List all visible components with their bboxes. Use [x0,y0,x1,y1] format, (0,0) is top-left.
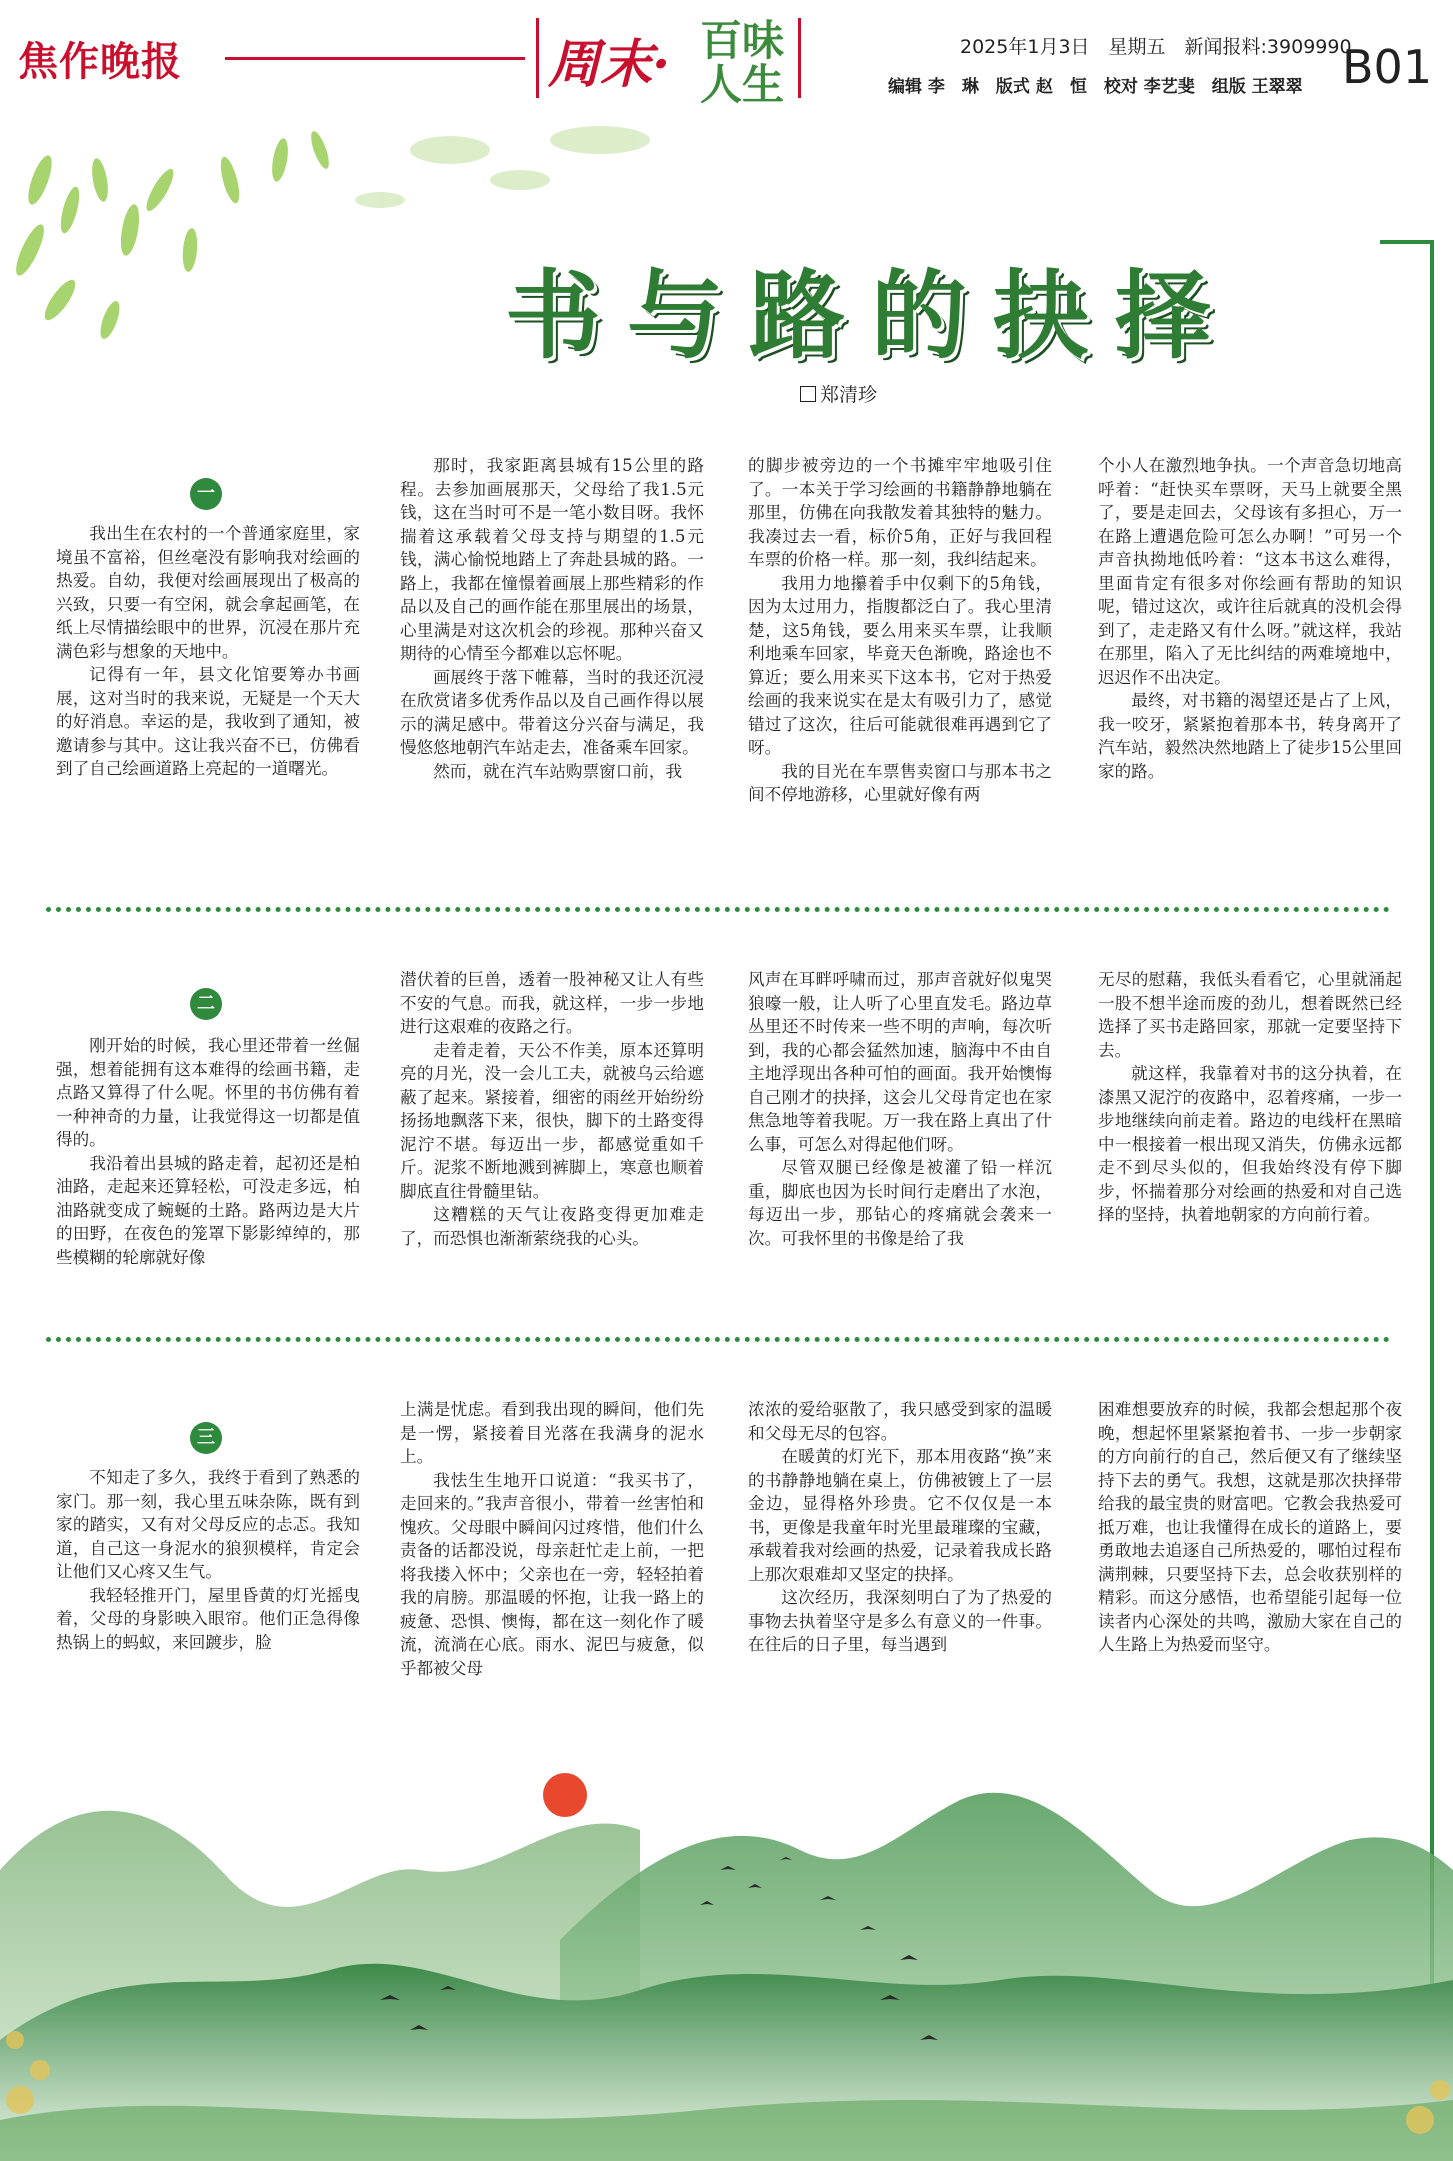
paragraph: 走着走着，天公不作美，原本还算明亮的月光，没一会儿工夫，就被乌云给遮蔽了起来。紧接着，细密的雨丝开始纷纷扬扬地飘落下来，很快，脚下的土路变得泥泞不堪。每迈出一步，都感觉重如千斤。泥浆不断地溅到裤脚上，寒意也顺着脚底直往骨髓里钻。 [400,1040,704,1201]
paragraph: 我的目光在车票售卖窗口与那本书之间不停地游移，心里就好像有两 [748,761,1052,804]
text-column [1098,968,1402,1227]
paragraph: 我怯生生地开口说道：“我买书了，走回来的。”我声音很小，带着一丝害怕和愧疚。父母眼中瞬间闪过疼惜，他们什么责备的话都没说，母亲赶忙走上前，一把将我搂入怀中；父亲也在一旁，轻轻拍着我的肩膀。那温暖的怀抱，让我一路上的疲惫、恐惧、懊悔，都在这一刻化作了暖流，流淌在心底。雨水、泥巴与疲惫，似乎都被父母 [400,1470,704,1678]
paragraph: 然而，就在汽车站购票窗口前，我 [433,761,683,781]
section-weekend-label: 周末· [548,34,671,95]
paragraph: 我出生在农村的一个普通家庭里，家境虽不富裕，但丝毫没有影响我对绘画的热爱。自幼，我便对绘画展现出了极高的兴致，只要一有空闲，就会拿起画笔，在纸上尽情描绘眼中的世界，沉浸在那片充满色彩与想象的天地中。 [56,524,360,661]
header-divider [798,18,801,98]
section-badge: 一 [190,478,222,510]
text-column [56,522,360,781]
paragraph: 我沿着出县城的路走着，起初还是柏油路，走起来还算轻松，可没走多远，柏油路就变成了蜿蜒的土路。路两边是大片的田野，在夜色的笼罩下影影绰绰的，那些模糊的轮廓就好像 [56,1153,360,1267]
text-column [400,454,704,783]
header-divider [536,18,539,98]
date-line: 2025年1月3日 星期五 新闻报料:3909990 [960,36,1352,58]
section-badge: 二 [190,988,222,1020]
paragraph: 困难想要放弃的时候，我都会想起那个夜晚，想起怀里紧紧抱着书、一步一步朝家的方向前行的自己，然后便又有了继续坚持下去的勇气。我想，这就是那次抉择带给我的最宝贵的财富吧。它教会我热爱可抵万难，也让我懂得在成长的道路上，要勇敢地去追逐自己所热爱的，哪怕过程布满荆棘，只要坚持下去，总会收获别样的精彩。而这分感悟，也希望能引起每一位读者内心深处的共鸣，激励大家在自己的人生路上为热爱而坚守。 [1098,1400,1402,1654]
text-column [748,1398,1052,1657]
text-column [56,1034,360,1269]
section-divider [46,1337,1390,1342]
paragraph: 的脚步被旁边的一个书摊牢牢地吸引住了。一本关于学习绘画的书籍静静地躺在那里，仿佛在向我散发着其独特的魅力。我凑过去一看，标价5角，正好与我回程车票的价格一样。那一刻，我纠结起来。 [748,456,1052,569]
paragraph: 那时，我家距离县城有15公里的路程。去参加画展那天，父母给了我1.5元钱，这在当时可不是一笔小数目呀。我怀揣着这承载着父母支持与期望的1.5元钱，满心愉悦地踏上了奔赴县城的路。一路上，我都在憧憬着画展上那些精彩的作品以及自己的画作能在那里展出的场景，心里满是对这次机会的珍视。那种兴奋又期待的心情至今都难以忘怀呢。 [400,456,704,663]
paragraph: 浓浓的爱给驱散了，我只感受到家的温暖和父母无尽的包容。 [748,1400,1052,1443]
paper-masthead: 焦作晚报 [18,39,182,85]
staff-line: 编辑 李 琳 版式 赵 恒 校对 李艺斐 组版 王翠翠 [888,77,1303,97]
masthead-rule [225,57,525,60]
paragraph: 这次经历，我深刻明白了为了热爱的事物去执着坚守是多么有意义的一件事。在往后的日子里，每当遇到 [748,1588,1052,1654]
paragraph: 无尽的慰藉，我低头看看它，心里就涌起一股不想半途而废的劲儿，想着既然已经选择了买书走路回家，那就一定要坚持下去。 [1098,970,1402,1060]
page-number: B01 [1342,40,1433,94]
article-title: 书与路的抉择 [505,259,1237,372]
paragraph: 刚开始的时候，我心里还带着一丝倔强，想着能拥有这本难得的绘画书籍，走点路又算得了什么呢。怀里的书仿佛有着一种神奇的力量，让我觉得这一切都是值得的。 [56,1036,360,1149]
paragraph: 记得有一年，县文化馆要筹办书画展，这对当时的我来说，无疑是一个天大的好消息。幸运的是，我收到了通知，被邀请参与其中。这让我兴奋不已，仿佛看到了自己绘画道路上亮起的一道曙光。 [56,665,360,778]
paragraph: 风声在耳畔呼啸而过，那声音就好似鬼哭狼嚎一般，让人听了心里直发毛。路边草丛里还不时传来一些不明的声响，每次听到，我的心都会猛然加速，脑海中不由自主地浮现出各种可怕的画面。我开始懊悔自己刚才的抉择，这会儿父母肯定也在家焦急地等着我呢。万一我在路上真出了什么事，可怎么对得起他们呀。 [748,970,1052,1154]
paragraph: 我轻轻推开门，屋里昏黄的灯光摇曳着，父母的身影映入眼帘。他们正急得像热锅上的蚂蚁，来回踱步，脸 [56,1585,360,1652]
paragraph: 上满是忧虑。看到我出现的瞬间，他们先是一愣，紧接着目光落在我满身的泥水上。 [400,1400,704,1466]
paragraph: 尽管双腿已经像是被灌了铅一样沉重，脚底也因为长时间行走磨出了水泡，每迈出一步，那钻心的疼痛就会袭来一次。可我怀里的书像是给了我 [748,1158,1052,1248]
paragraph: 就这样，我靠着对书的这分执着，在漆黑又泥泞的夜路中，忍着疼痛，一步一步地继续向前走着。路边的电线杆在黑暗中一根接着一根出现又消失，仿佛永远都走不到尽头似的，但我始终没有停下脚步，怀揣着那分对绘画的热爱和对自己选择的坚持，执着地朝家的方向前行着。 [1098,1064,1402,1224]
column-name-line2: 人生 [700,60,785,109]
text-column [748,968,1052,1250]
paragraph: 潜伏着的巨兽，透着一股神秘又让人有些不安的气息。而我，就这样，一步一步地进行这艰难的夜路之行。 [400,970,704,1036]
paragraph: 最终，对书籍的渴望还是占了上风，我一咬牙，紧紧抱着那本书，转身离开了汽车站，毅然决然地踏上了徒步15公里回家的路。 [1098,691,1402,781]
byline [800,380,877,407]
text-column [400,1398,704,1680]
paragraph: 在暖黄的灯光下，那本用夜路“换”来的书静静地躺在桌上，仿佛被镀上了一层金边，显得格外珍贵。它不仅仅是一本书，更像是我童年时光里最璀璨的宝藏，承载着我对绘画的热爱，记录着我成长路上那次艰难却又坚定的抉择。 [748,1447,1052,1584]
paragraph: 画展终于落下帷幕，当时的我还沉浸在欣赏诸多优秀作品以及自己画作得以展示的满足感中。带着这分兴奋与满足，我慢悠悠地朝汽车站走去，准备乘车回家。 [400,667,704,757]
section-divider [46,907,1390,912]
paragraph: 不知走了多久，我终于看到了熟悉的家门。那一刻，我心里五味杂陈，既有到家的踏实，又有对父母反应的忐忑。我知道，自己这一身泥水的狼狈模样，肯定会让他们又心疼又生气。 [56,1468,360,1581]
text-column [56,1466,360,1654]
paragraph: 这糟糕的天气让夜路变得更加难走了，而恐惧也渐渐萦绕我的心头。 [400,1205,704,1248]
paragraph: 个小人在激烈地争执。一个声音急切地高呼着：“赶快买车票呀，天马上就要全黑了，要是走回去，父母该有多担心，万一在路上遭遇危险可怎么办啊！”可另一个声音执拗地低吟着：“这本书这么难得，里面肯定有很多对你绘画有帮助的知识呢，错过这次，或许往后就真的没机会得到了，走走路又有什么呀。”就这样，我站在那里，陷入了无比纠结的两难境地中，迟迟作不出决定。 [1098,456,1402,687]
text-column [748,454,1052,807]
author-name: 郑清珍 [820,384,878,406]
column-name-line1: 百味 [700,16,785,65]
text-column [400,968,704,1250]
text-column [1098,1398,1402,1657]
section-badge: 三 [190,1422,222,1454]
landscape-mountains-illustration [0,1740,1453,2161]
text-column [1098,454,1402,783]
author-box-icon [800,386,816,402]
paragraph: 我用力地攥着手中仅剩下的5角钱，因为太过用力，指腹都泛白了。我心里清楚，这5角钱，要么用来买车票，让我顺利地乘车回家，毕竟天色渐晚，路途也不算近；要么用来买下这本书，它对于热爱绘画的我来说实在是太有吸引力了，感觉错过了这次，往后可能就很难再遇到它了呀。 [748,573,1052,757]
